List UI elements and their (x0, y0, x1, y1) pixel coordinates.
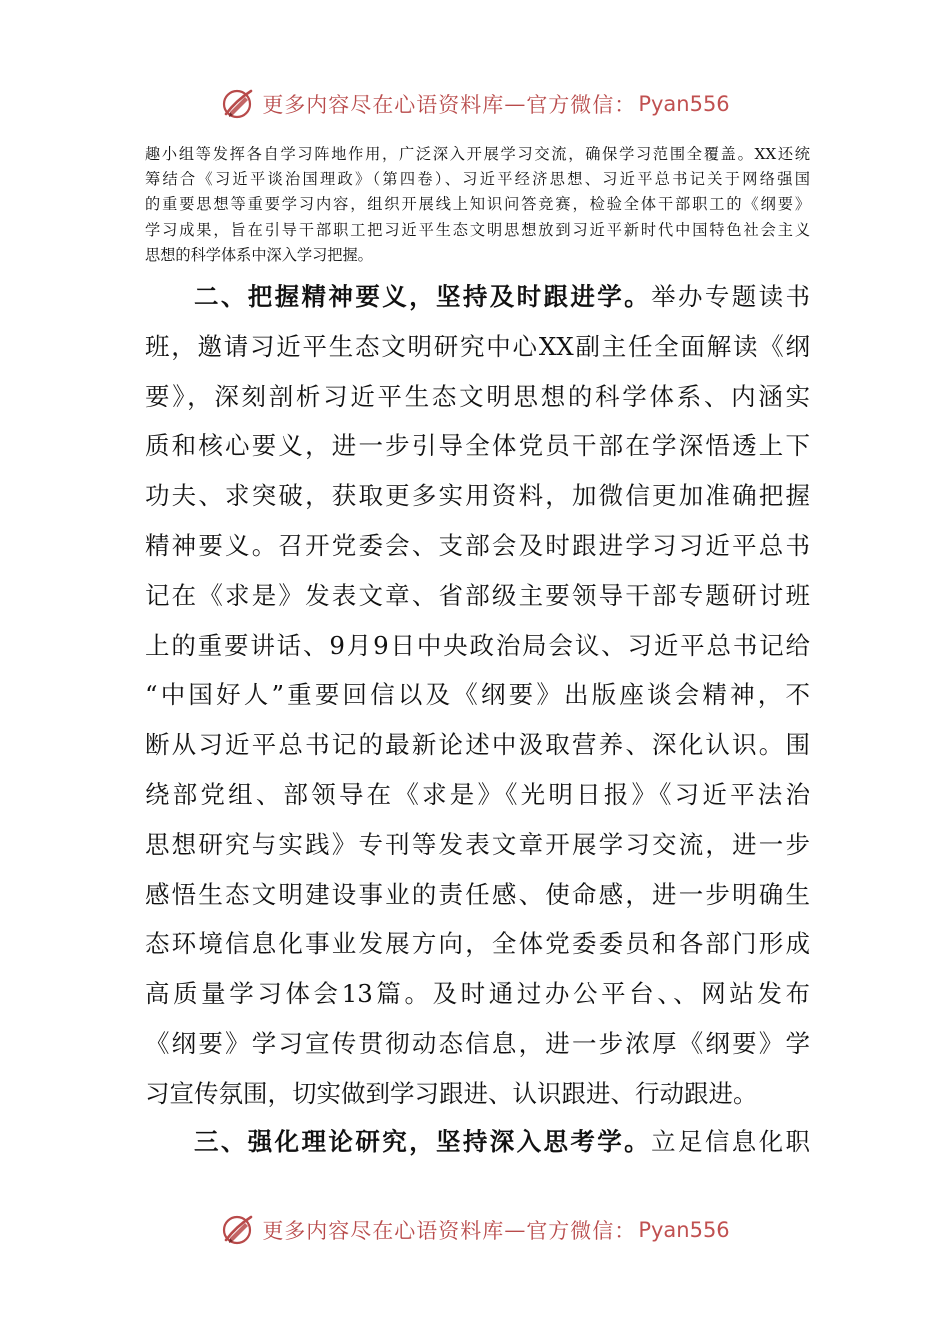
paragraph-line: 记在《求是》发表文章、省部级主要领导干部专题研讨班 (145, 580, 810, 610)
paragraph-line: 态环境信息化事业发展方向，全体党委委员和各部门形成 (145, 929, 810, 959)
paragraph-line: 《纲要》学习宣传贯彻动态信息，进一步浓厚《纲要》学 (145, 1028, 810, 1058)
banner-separator: — (504, 1218, 527, 1242)
paragraph-line: 绕部党组、部领导在《求是》《光明日报》《习近平法治 (145, 779, 810, 809)
paragraph-line: 精神要义。召开党委会、支部会及时跟进学习习近平总书 (145, 530, 810, 560)
banner-separator: — (504, 92, 527, 116)
section-heading: 三、强化理论研究，坚持深入思考学。 (194, 1127, 652, 1156)
paragraph-line: 筹结合《习近平谈治国理政》（第四卷）、习近平经济思想、习近平总书记关于网络强国 (145, 170, 810, 189)
paragraph-continuation (145, 142, 810, 268)
paragraph-line: 习宣传氛围，切实做到学习跟进、认识跟进、行动跟进。 (145, 1078, 758, 1108)
paragraph-line: 思想研究与实践》专刊等发表文章开展学习交流，进一步 (145, 829, 810, 859)
paragraph-line: 要》，深刻剖析习近平生态文明思想的科学体系、内涵实 (145, 381, 810, 411)
paragraph-line: 上的重要讲话、9月9日中央政治局会议、习近平总书记给 (145, 630, 810, 660)
paragraph-text: 立足信息化职 (651, 1127, 810, 1156)
banner-label: 官方微信： (526, 1219, 637, 1243)
banner-label: 官方微信： (526, 93, 637, 117)
paragraph-line: 高质量学习体会13篇。及时通过办公平台、、网站发布 (145, 979, 810, 1009)
pen-logo-icon (220, 1212, 256, 1248)
paragraph-first-line (145, 1117, 810, 1167)
banner-text: 更多内容尽在心语资料库 (262, 1219, 505, 1243)
banner-wechat-id: Pyan556 (638, 1218, 730, 1242)
paragraph-line: 断从习近平总书记的最新论述中汲取营养、深化认识。围 (145, 730, 810, 760)
paragraph-line: 质和核心要义，进一步引导全体党员干部在学深悟透上下 (145, 431, 810, 461)
paragraph-line: 趣小组等发挥各自学习阵地作用，广泛深入开展学习交流，确保学习范围全覆盖。XX还统 (145, 145, 810, 163)
header-banner (0, 84, 950, 124)
banner-text: 更多内容尽在心语资料库 (262, 93, 505, 117)
paragraph-line: 学习成果，旨在引导干部职工把习近平生态文明思想放到习近平新时代中国特色社会主义 (145, 220, 810, 239)
section-heading: 二、把握精神要义，坚持及时跟进学。 (194, 282, 652, 311)
paragraph-line: 感悟生态文明建设事业的责任感、使命感，进一步明确生 (145, 879, 810, 909)
pen-logo-icon (220, 86, 256, 122)
banner-wechat-id: Pyan556 (638, 92, 730, 116)
paragraph-first-line (145, 272, 810, 322)
paragraph-line: 班，邀请习近平生态文明研究中心XX副主任全面解读《纲 (145, 331, 810, 361)
paragraph-line: 思想的科学体系中深入学习把握。 (145, 245, 373, 264)
paragraph-line: “中国好人”重要回信以及《纲要》出版座谈会精神，不 (145, 680, 810, 710)
paragraph-text: 举办专题读书 (651, 282, 810, 311)
paragraph-line: 的重要思想等重要学习内容，组织开展线上知识问答竞赛，检验全体干部职工的《纲要》 (145, 195, 810, 214)
section-three-paragraph (145, 1117, 810, 1167)
section-two-paragraph (145, 272, 810, 1119)
paragraph-line: 功夫、求突破，获取更多实用资料，加微信更加准确把握 (145, 481, 810, 511)
footer-banner (0, 1210, 950, 1250)
